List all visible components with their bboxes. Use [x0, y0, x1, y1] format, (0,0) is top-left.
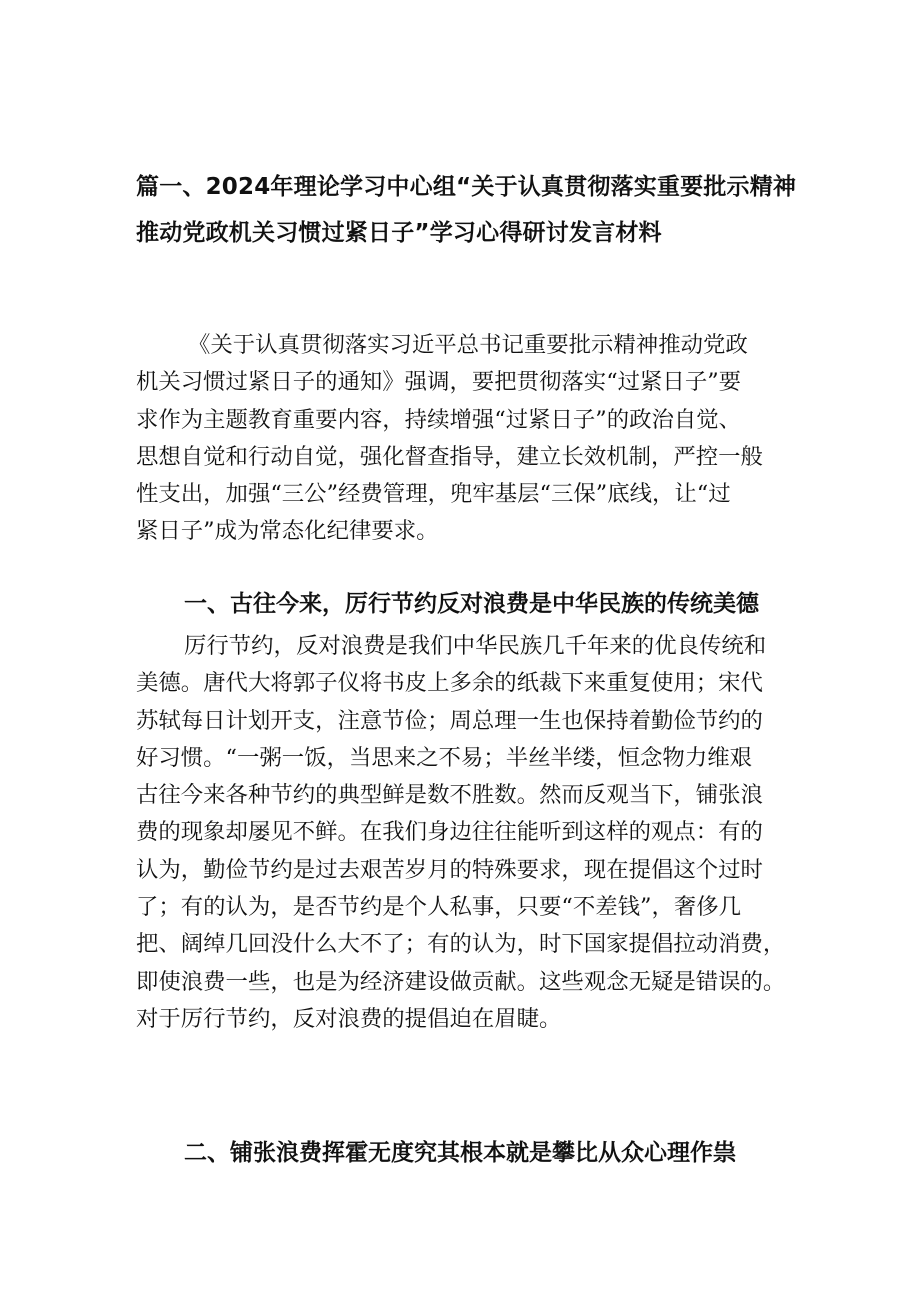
- section1-line: 古往今来各种节约的典型鲜是数不胜数。然而反观当下，铺张浪: [136, 782, 763, 809]
- intro-line: 机关习惯过紧日子的通知》强调，要把贯彻落实“过紧日子”要: [136, 369, 742, 396]
- intro-line: 思想自觉和行动自觉，强化督查指导，建立长效机制，严控一般: [136, 443, 763, 470]
- section1-line: 认为，勤俭节约是过去艰苦岁月的特殊要求，现在提倡这个过时: [136, 856, 763, 883]
- section-heading-1: 一、古往今来，厉行节约反对浪费是中华民族的传统美德: [184, 591, 759, 617]
- intro-line: 紧日子”成为常态化纪律要求。: [136, 518, 439, 545]
- section1-line: 对于厉行节约，反对浪费的提倡迫在眉睫。: [136, 1005, 562, 1032]
- section-heading-2: 二、铺张浪费挥霍无度究其根本就是攀比从众心理作祟: [184, 1140, 736, 1166]
- section1-line: 费的现象却屡见不鲜。在我们身边往往能听到这样的观点：有的: [136, 819, 763, 846]
- section1-line: 把、阔绰几回没什么大不了；有的认为，时下国家提倡拉动消费，: [136, 931, 786, 958]
- title-line: 篇一、2024年理论学习中心组“关于认真贯彻落实重要批示精神: [136, 174, 797, 200]
- section1-line: 好习惯。“一粥一饭，当思来之不易；半丝半缕，恒念物力维艰: [136, 744, 752, 771]
- section1-line: 即使浪费一些，也是为经济建设做贡献。这些观念无疑是错误的。: [136, 968, 786, 995]
- intro-paragraph: [136, 327, 763, 551]
- section1-line: 了；有的认为，是否节约是个人私事，只要“不差钱”，奢侈几: [136, 894, 742, 921]
- intro-line: 性支出，加强“三公”经费管理，兜牢基层“三保”底线，让“过: [136, 481, 731, 508]
- section1-line: 苏轼每日计划开支，注意节俭；周总理一生也保持着勤俭节约的: [136, 707, 763, 734]
- intro-line: 《关于认真贯彻落实习近平总书记重要批示精神推动党政: [188, 332, 748, 358]
- title-line: 推动党政机关习惯过紧日子”学习心得研讨发言材料: [136, 220, 662, 246]
- intro-line: 求作为主题教育重要内容，持续增强“过紧日子”的政治自觉、: [136, 406, 742, 433]
- document-title: [136, 164, 816, 256]
- section1-paragraph: [136, 628, 785, 1038]
- section1-line: 美德。唐代大将郭子仪将书皮上多余的纸裁下来重复使用；宋代: [136, 670, 763, 697]
- section1-line: 厉行节约，反对浪费是我们中华民族几千年来的优良传统和: [184, 633, 767, 659]
